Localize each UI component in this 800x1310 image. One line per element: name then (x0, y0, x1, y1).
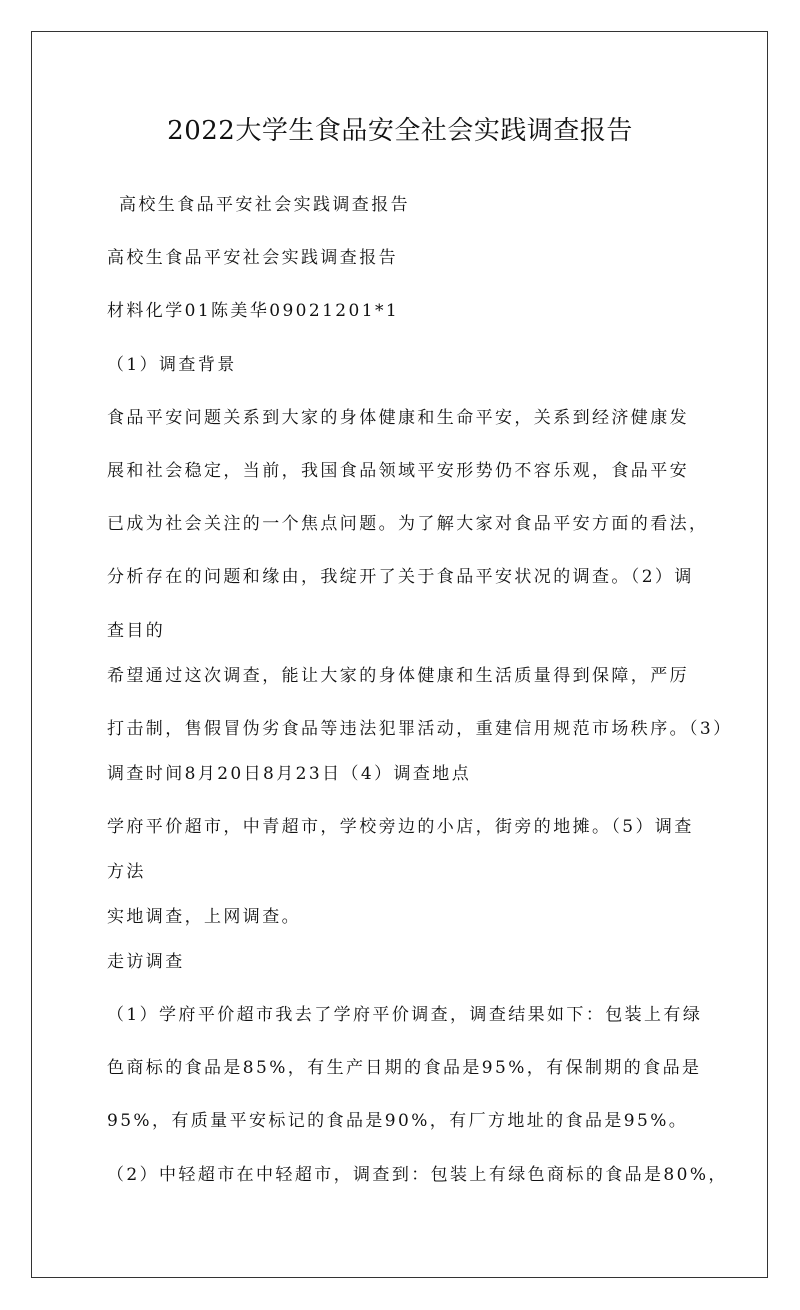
body-line: 食品平安问题关系到大家的身体健康和生命平安，关系到经济健康发 (107, 407, 689, 428)
body-line: （1）学府平价超市我去了学府平价调查，调查结果如下：包装上有绿 (107, 1005, 703, 1026)
document-body (107, 188, 733, 1211)
body-line: 走访调查 (107, 951, 185, 972)
body-line: 已成为社会关注的一个焦点问题。为了解大家对食品平安方面的看法， (107, 514, 709, 535)
body-line: 高校生食品平安社会实践调查报告 (107, 248, 398, 269)
body-line: （2）中轻超市在中轻超市，调查到：包装上有绿色商标的食品是80%， (107, 1164, 728, 1185)
body-line: 色商标的食品是85%，有生产日期的食品是95%，有保制期的食品是 (107, 1058, 702, 1079)
document-title: 2022大学生食品安全社会实践调查报告 (167, 116, 633, 146)
body-line: 调查时间8月20日8月23日（4）调查地点 (107, 763, 472, 784)
body-line: 方法 (107, 861, 146, 882)
body-line: 95%，有质量平安标记的食品是90%，有厂方地址的食品是95%。 (107, 1111, 689, 1132)
body-line: 展和社会稳定，当前，我国食品领域平安形势仍不容乐观，食品平安 (107, 460, 689, 481)
body-line: 实地调查，上网调查。 (107, 906, 301, 927)
body-line: 希望通过这次调查，能让大家的身体健康和生活质量得到保障，严厉 (107, 665, 689, 686)
body-line: （1）调查背景 (107, 354, 237, 375)
body-line: 学府平价超市，中青超市，学校旁边的小店，街旁的地摊。（5）调查 (107, 816, 694, 837)
body-line: 打击制，售假冒伪劣食品等违法犯罪活动，重建信用规范市场秩序。（3） (107, 718, 733, 739)
body-line: 高校生食品平安社会实践调查报告 (119, 195, 410, 215)
body-line: 材料化学01陈美华09021201*1 (107, 301, 400, 322)
body-line: 分析存在的问题和缘由，我绽开了关于食品平安状况的调查。（2）调 (107, 567, 694, 588)
body-line: 查目的 (107, 620, 166, 641)
